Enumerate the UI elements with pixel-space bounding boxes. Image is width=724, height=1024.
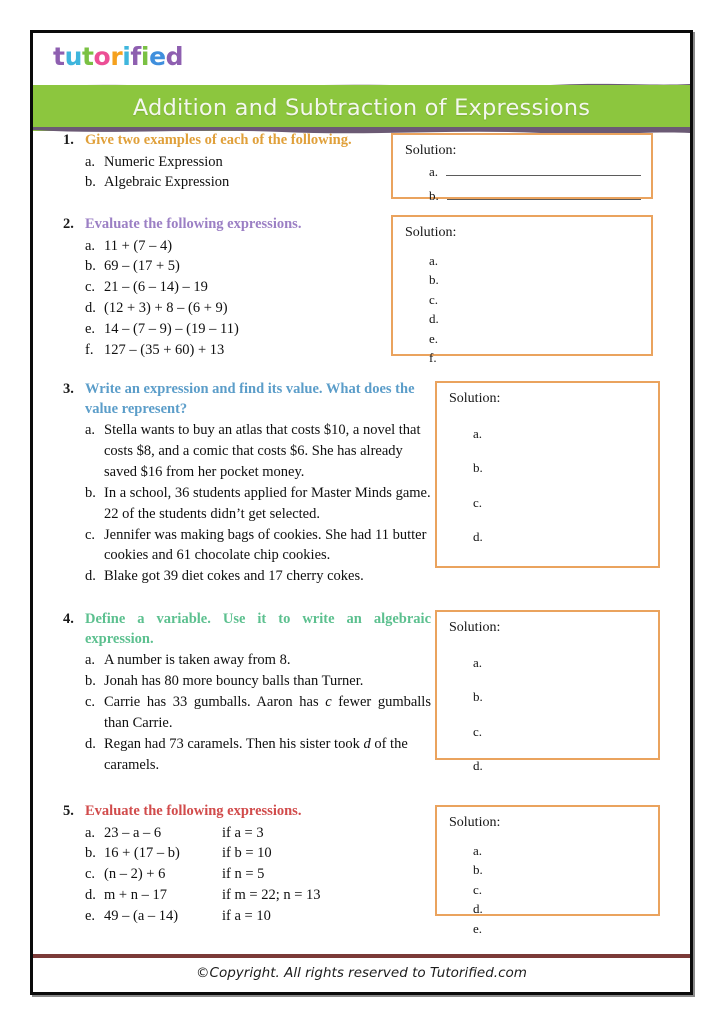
solution-answer-list xyxy=(473,417,648,555)
question-heading xyxy=(63,215,393,235)
solution-box-4[interactable] xyxy=(435,610,660,774)
item-label: c. xyxy=(85,693,96,710)
question-item xyxy=(81,671,431,692)
question-item xyxy=(81,734,431,776)
item-label: f. xyxy=(85,341,94,358)
question-item xyxy=(81,650,431,671)
question-item xyxy=(81,236,393,257)
solution-spacer xyxy=(449,832,648,841)
solution-answer-slot[interactable] xyxy=(429,160,641,184)
solution-answer-slot[interactable] xyxy=(473,841,648,861)
answer-blank-line[interactable] xyxy=(446,167,641,176)
item-label: b. xyxy=(85,258,96,275)
solution-answer-slot[interactable] xyxy=(429,184,641,208)
item-label: b. xyxy=(85,673,96,689)
solution-item-label: b. xyxy=(429,187,439,203)
item-label: d. xyxy=(85,568,96,585)
solution-answer-slot[interactable] xyxy=(473,749,648,783)
question-item xyxy=(81,277,393,298)
logo-letter-2: t xyxy=(81,42,94,71)
item-label: d. xyxy=(85,300,96,317)
solution-answer-slot[interactable] xyxy=(429,270,641,290)
item-text: Jonah has 80 more bouncy balls than Turner. xyxy=(104,673,364,689)
question-block-4 xyxy=(63,610,431,775)
solution-item-label: a. xyxy=(473,425,483,441)
solution-answer-list xyxy=(429,251,641,368)
solution-answer-slot[interactable] xyxy=(473,880,648,900)
question-content xyxy=(63,610,431,775)
logo-bar xyxy=(33,33,690,83)
question-number: 3. xyxy=(63,381,74,397)
question-prompt: Write an expression and find its value. What does the value represent? xyxy=(85,381,415,417)
question-item xyxy=(81,319,393,340)
logo-letter-5: i xyxy=(122,42,131,71)
question-item xyxy=(81,906,393,927)
question-items xyxy=(81,650,431,775)
item-text: Numeric Expression xyxy=(104,153,223,170)
solution-label: Solution: xyxy=(449,620,501,635)
solution-item-label: f. xyxy=(429,350,437,366)
banner-background xyxy=(33,85,690,131)
solution-label: Solution: xyxy=(405,225,457,240)
title-banner xyxy=(33,85,690,131)
page-title: Addition and Subtraction of Expressions xyxy=(132,95,591,121)
solution-item-label: e. xyxy=(473,920,483,936)
item-text: Regan had 73 caramels. Then his sister took d of the caramels. xyxy=(104,735,408,773)
item-label: b. xyxy=(85,174,96,191)
question-content xyxy=(63,131,393,193)
question-item xyxy=(81,823,393,844)
item-label: a. xyxy=(85,824,96,841)
solution-item-label: c. xyxy=(473,494,483,510)
solution-answer-list xyxy=(429,160,641,208)
worksheet-body xyxy=(33,131,690,986)
item-text: 127 – (35 + 60) + 13 xyxy=(104,341,225,358)
question-content xyxy=(63,380,431,587)
item-text: A number is taken away from 8. xyxy=(104,652,291,669)
question-prompt: Define a variable. Use it to write an algebraic expression. xyxy=(85,611,431,647)
logo-letter-0: t xyxy=(53,42,65,71)
item-text: 69 – (17 + 5) xyxy=(104,258,180,275)
item-text: Blake got 39 diet cokes and 17 cherry cokes. xyxy=(104,568,364,585)
item-label: d. xyxy=(85,735,96,752)
item-text: 23 – a – 6 xyxy=(104,824,162,841)
question-item xyxy=(81,483,431,525)
solution-answer-slot[interactable] xyxy=(429,348,641,368)
italic-variable: c xyxy=(325,693,332,710)
question-item xyxy=(81,566,431,587)
logo-letter-3: o xyxy=(93,42,111,71)
question-prompt: Give two examples of each of the following. xyxy=(85,132,352,148)
question-number: 2. xyxy=(63,216,74,232)
solution-item-label: b. xyxy=(473,460,483,476)
item-label: a. xyxy=(85,237,96,254)
copyright-text: ©Copyright. All rights reserved to Tutorified.com xyxy=(196,965,527,981)
question-item xyxy=(81,885,393,906)
solution-answer-slot[interactable] xyxy=(429,309,641,329)
item-text: Stella wants to buy an atlas that costs $10, a novel that costs $8, and a comic that costs $6. She has already saved $16 from her pocket money. xyxy=(104,422,421,480)
item-label: b. xyxy=(85,845,96,862)
item-condition: if n = 5 xyxy=(222,866,265,883)
solution-answer-slot[interactable] xyxy=(429,329,641,349)
question-block-5 xyxy=(63,802,393,927)
solution-item-label: a. xyxy=(429,252,439,268)
item-condition: if b = 10 xyxy=(222,845,272,862)
question-item xyxy=(81,692,431,734)
item-text: 21 – (6 – 14) – 19 xyxy=(104,279,208,296)
solution-box-3[interactable] xyxy=(435,381,660,568)
solution-item-label: d. xyxy=(473,529,483,545)
solution-item-label: d. xyxy=(429,311,439,327)
item-text: 11 + (7 – 4) xyxy=(104,237,173,254)
solution-item-label: d. xyxy=(473,758,483,774)
question-number: 4. xyxy=(63,611,74,627)
solution-answer-slot[interactable] xyxy=(473,451,648,485)
question-heading xyxy=(63,802,393,822)
solution-box-5[interactable] xyxy=(435,805,660,936)
item-label: e. xyxy=(85,321,96,338)
tutorified-logo xyxy=(49,43,187,72)
question-item xyxy=(81,864,393,885)
item-text: Algebraic Expression xyxy=(104,174,230,191)
question-items xyxy=(81,236,393,361)
solution-item-label: b. xyxy=(473,862,483,878)
logo-letter-9: d xyxy=(165,42,184,71)
item-label: d. xyxy=(85,887,96,904)
item-label: b. xyxy=(85,484,96,501)
question-content xyxy=(63,802,393,927)
question-block-1 xyxy=(63,131,393,193)
question-item xyxy=(81,256,393,277)
solution-answer-slot[interactable] xyxy=(473,919,648,939)
item-label: a. xyxy=(85,652,96,669)
item-text: (12 + 3) + 8 – (6 + 9) xyxy=(104,300,228,317)
question-heading xyxy=(63,131,393,151)
item-text: 14 – (7 – 9) – (19 – 11) xyxy=(104,321,239,338)
question-prompt: Evaluate the following expressions. xyxy=(85,803,302,819)
solution-answer-slot[interactable] xyxy=(473,646,648,680)
question-items xyxy=(81,823,393,927)
question-block-2 xyxy=(63,215,393,361)
item-text: In a school, 36 students applied for Master Minds game. 22 of the students didn’t get selected. xyxy=(104,484,431,522)
solution-spacer xyxy=(449,637,648,646)
solution-item-label: c. xyxy=(473,723,483,739)
question-number: 5. xyxy=(63,803,74,819)
solution-item-label: a. xyxy=(429,163,439,179)
logo-letter-8: e xyxy=(149,42,166,71)
item-text: (n – 2) + 6 xyxy=(104,866,166,883)
solution-answer-slot[interactable] xyxy=(473,860,648,880)
logo-letter-1: u xyxy=(64,42,82,71)
item-text: Jennifer was making bags of cookies. She had 11 butter cookies and 61 chocolate chip cookies. xyxy=(104,526,427,564)
solution-spacer xyxy=(449,408,648,417)
solution-item-label: c. xyxy=(473,881,483,897)
question-items xyxy=(81,420,431,587)
question-item xyxy=(81,843,393,864)
item-condition: if a = 10 xyxy=(222,908,271,925)
question-items xyxy=(81,152,393,194)
solution-label: Solution: xyxy=(449,391,501,406)
question-item xyxy=(81,340,393,361)
solution-item-label: b. xyxy=(429,272,439,288)
question-content xyxy=(63,215,393,361)
question-number: 1. xyxy=(63,132,74,148)
item-label: c. xyxy=(85,526,96,543)
solution-item-label: c. xyxy=(429,291,439,307)
question-item xyxy=(81,152,393,173)
italic-variable: d xyxy=(363,735,371,752)
question-heading xyxy=(63,380,431,419)
solution-box-1[interactable] xyxy=(391,133,653,203)
solution-answer-list xyxy=(473,646,648,784)
item-label: a. xyxy=(85,422,96,439)
solution-label: Solution: xyxy=(449,815,501,830)
item-condition: if a = 3 xyxy=(222,824,264,841)
item-text: Carrie has 33 gumballs. Aaron has c fewer gumballs than Carrie. xyxy=(104,693,431,731)
solution-answer-slot[interactable] xyxy=(473,899,648,919)
question-item xyxy=(81,525,431,567)
item-label: c. xyxy=(85,866,96,883)
logo-letter-7: i xyxy=(140,42,150,71)
item-text: m + n – 17 xyxy=(104,887,167,904)
worksheet-page xyxy=(30,30,693,995)
page-footer xyxy=(33,954,690,992)
item-text: 16 + (17 – b) xyxy=(104,845,180,862)
item-condition: if m = 22; n = 13 xyxy=(222,887,321,904)
question-item xyxy=(81,298,393,319)
question-heading xyxy=(63,610,431,649)
solution-box-2[interactable] xyxy=(391,215,653,366)
logo-letter-4: r xyxy=(110,42,123,71)
solution-item-label: e. xyxy=(429,330,439,346)
question-item xyxy=(81,172,393,193)
solution-answer-slot[interactable] xyxy=(473,417,648,451)
question-block-3 xyxy=(63,380,431,587)
solution-answer-slot[interactable] xyxy=(473,715,648,749)
question-item xyxy=(81,420,431,483)
answer-blank-line[interactable] xyxy=(447,191,641,200)
solution-item-label: a. xyxy=(473,842,483,858)
solution-answer-slot[interactable] xyxy=(473,680,648,714)
solution-spacer xyxy=(405,242,641,251)
solution-answer-slot[interactable] xyxy=(429,290,641,310)
question-prompt: Evaluate the following expressions. xyxy=(85,216,302,232)
item-label: e. xyxy=(85,908,96,925)
solution-answer-list xyxy=(473,841,648,939)
solution-item-label: b. xyxy=(473,689,483,705)
logo-letter-6: f xyxy=(130,42,141,71)
item-label: c. xyxy=(85,279,96,296)
item-label: a. xyxy=(85,153,96,170)
solution-item-label: d. xyxy=(473,901,483,917)
solution-label: Solution: xyxy=(405,143,457,158)
solution-item-label: a. xyxy=(473,654,483,670)
solution-answer-slot[interactable] xyxy=(473,486,648,520)
solution-answer-slot[interactable] xyxy=(429,251,641,271)
solution-answer-slot[interactable] xyxy=(473,520,648,554)
item-text: 49 – (a – 14) xyxy=(104,908,179,925)
